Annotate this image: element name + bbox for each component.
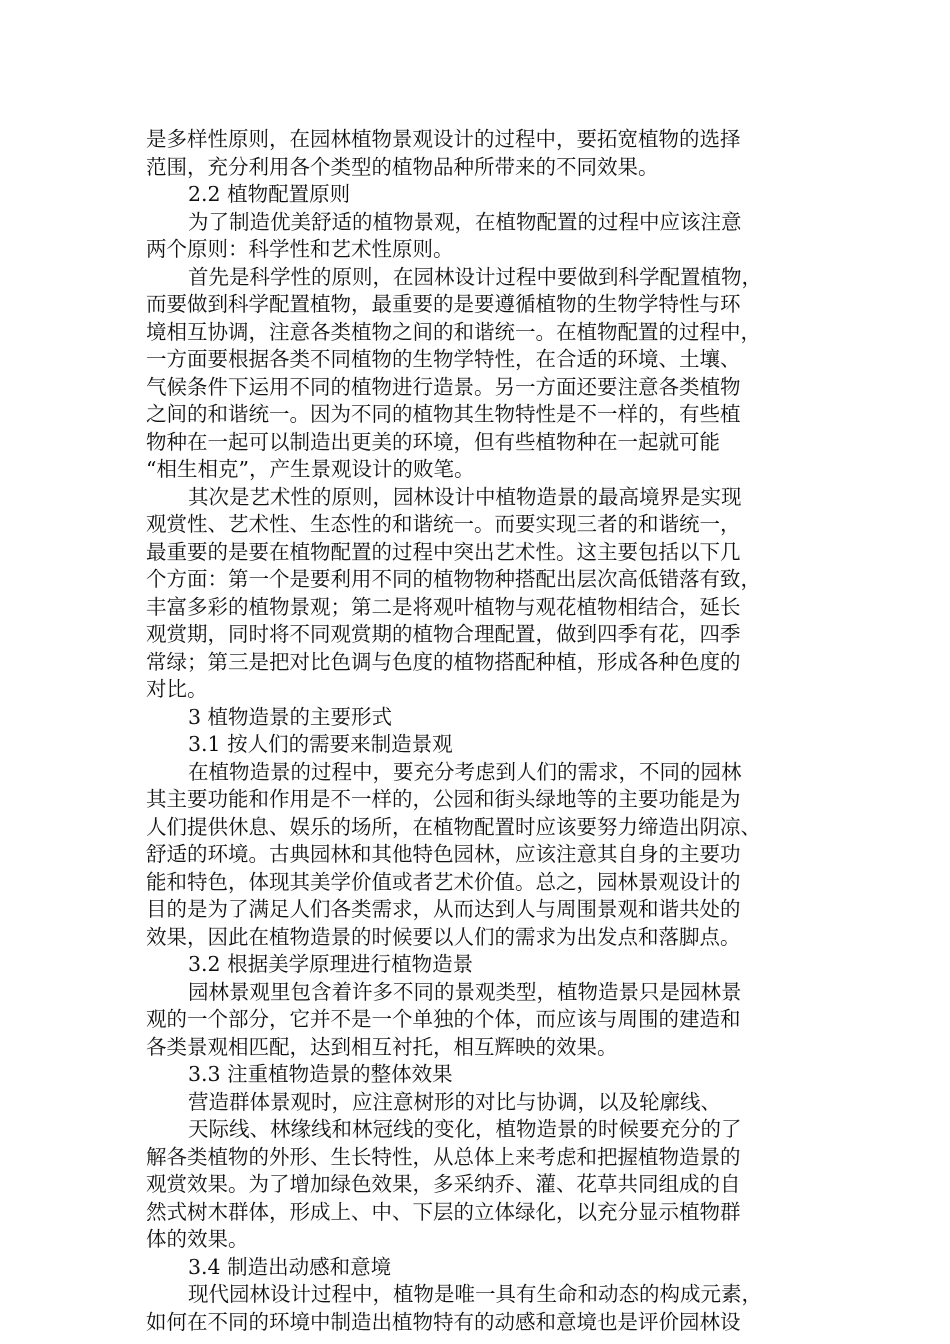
paragraph-first-line: 在植物造景的过程中，要充分考虑到人们的需求，不同的园林: [188, 759, 742, 784]
text-line: 最重要的是要在植物配置的过程中突出艺术性。这主要包括以下几: [146, 539, 741, 564]
text-line: 舒适的环境。古典园林和其他特色园林，应该注意其自身的主要功: [146, 842, 741, 866]
text-line: 能和特色，体现其美学价值或者艺术价值。总之，园林景观设计的: [146, 869, 741, 894]
text-line: 体的效果。: [146, 1227, 249, 1251]
section-heading: 3.2 根据美学原理进行植物造景: [188, 952, 474, 976]
paragraph-first-line: 为了制造优美舒适的植物景观，在植物配置的过程中应该注意: [188, 209, 742, 234]
text-line: 气候条件下运用不同的植物进行造景。另一方面还要注意各类植物: [146, 374, 741, 399]
paragraph-first-line: 现代园林设计过程中，植物是唯一具有生命和动态的构成元素，: [188, 1282, 762, 1306]
text-line: 各类景观相匹配，达到相互衬托，相互辉映的效果。: [146, 1034, 618, 1059]
paragraph-first-line: 园林景观里包含着许多不同的景观类型，植物造景只是园林景: [188, 979, 742, 1004]
text-line: 其主要功能和作用是不一样的，公园和街头绿地等的主要功能是为: [146, 787, 741, 811]
text-line: 如何在不同的环境中制造出植物特有的动感和意境也是评价园林设: [146, 1309, 741, 1334]
text-line: 效果，因此在植物造景的时候要以人们的需求为出发点和落脚点。: [146, 924, 741, 949]
text-line: “相生相克”，产生景观设计的败笔。: [146, 457, 475, 481]
text-line: 解各类植物的外形、生长特性，从总体上来考虑和把握植物造景的: [146, 1144, 741, 1169]
text-line: 人们提供休息、娱乐的场所，在植物配置时应该要努力缔造出阴凉、: [146, 814, 761, 839]
section-heading: 3.3 注重植物造景的整体效果: [188, 1062, 453, 1086]
text-line: 之间的和谐统一。因为不同的植物其生物特性是不一样的，有些植: [146, 402, 741, 426]
text-line: 境相互协调，注意各类植物之间的和谐统一。在植物配置的过程中，: [146, 319, 761, 344]
body-text: [146, 126, 806, 1336]
text-line: 物种在一起可以制造出更美的环境，但有些植物种在一起就可能: [146, 429, 720, 454]
paragraph-first-line: 营造群体景观时，应注意树形的对比与协调，以及轮廓线、: [188, 1089, 721, 1114]
text-line: 常绿；第三是把对比色调与色度的植物搭配种植，形成各种色度的: [146, 649, 741, 674]
text-line: 观的一个部分，它并不是一个单独的个体，而应该与周围的建造和: [146, 1007, 741, 1031]
text-line: 观赏期，同时将不同观赏期的植物合理配置，做到四季有花，四季: [146, 622, 741, 646]
text-line: 观赏性、艺术性、生态性的和谐统一。而要实现三者的和谐统一，: [146, 512, 741, 536]
paragraph-first-line: 首先是科学性的原则，在园林设计过程中要做到科学配置植物，: [188, 264, 762, 289]
text-line: 是多样性原则，在园林植物景观设计的过程中，要拓宽植物的选择: [146, 127, 741, 151]
section-heading: 3.1 按人们的需要来制造景观: [188, 732, 453, 756]
section-heading: 3 植物造景的主要形式: [188, 704, 393, 729]
paragraph-first-line: 其次是艺术性的原则，园林设计中植物造景的最高境界是实现: [188, 484, 742, 509]
text-line: 对比。: [146, 677, 208, 701]
text-line: 而要做到科学配置植物，最重要的是要遵循植物的生物学特性与环: [146, 292, 741, 316]
text-line: 两个原则：科学性和艺术性原则。: [146, 237, 454, 261]
text-line: 观赏效果。为了增加绿色效果，多采纳乔、灌、花草共同组成的自: [146, 1172, 741, 1196]
text-line: 然式树木群体，形成上、中、下层的立体绿化，以充分显示植物群: [146, 1199, 741, 1224]
text-line: 目的是为了满足人们各类需求，从而达到人与周围景观和谐共处的: [146, 897, 741, 921]
text-line: 范围，充分利用各个类型的植物品种所带来的不同效果。: [146, 154, 659, 179]
paragraph-first-line: 天际线、林缘线和林冠线的变化，植物造景的时候要充分的了: [188, 1117, 742, 1141]
text-line: 个方面：第一个是要利用不同的植物物种搭配出层次高低错落有致，: [146, 567, 761, 591]
section-heading: 3.4 制造出动感和意境: [188, 1254, 392, 1279]
text-line: 丰富多彩的植物景观；第二是将观叶植物与观花植物相结合，延长: [146, 594, 741, 619]
text-line: 一方面要根据各类不同植物的生物学特性，在合适的环境、土壤、: [146, 347, 741, 371]
section-heading: 2.2 植物配置原则: [188, 182, 351, 206]
